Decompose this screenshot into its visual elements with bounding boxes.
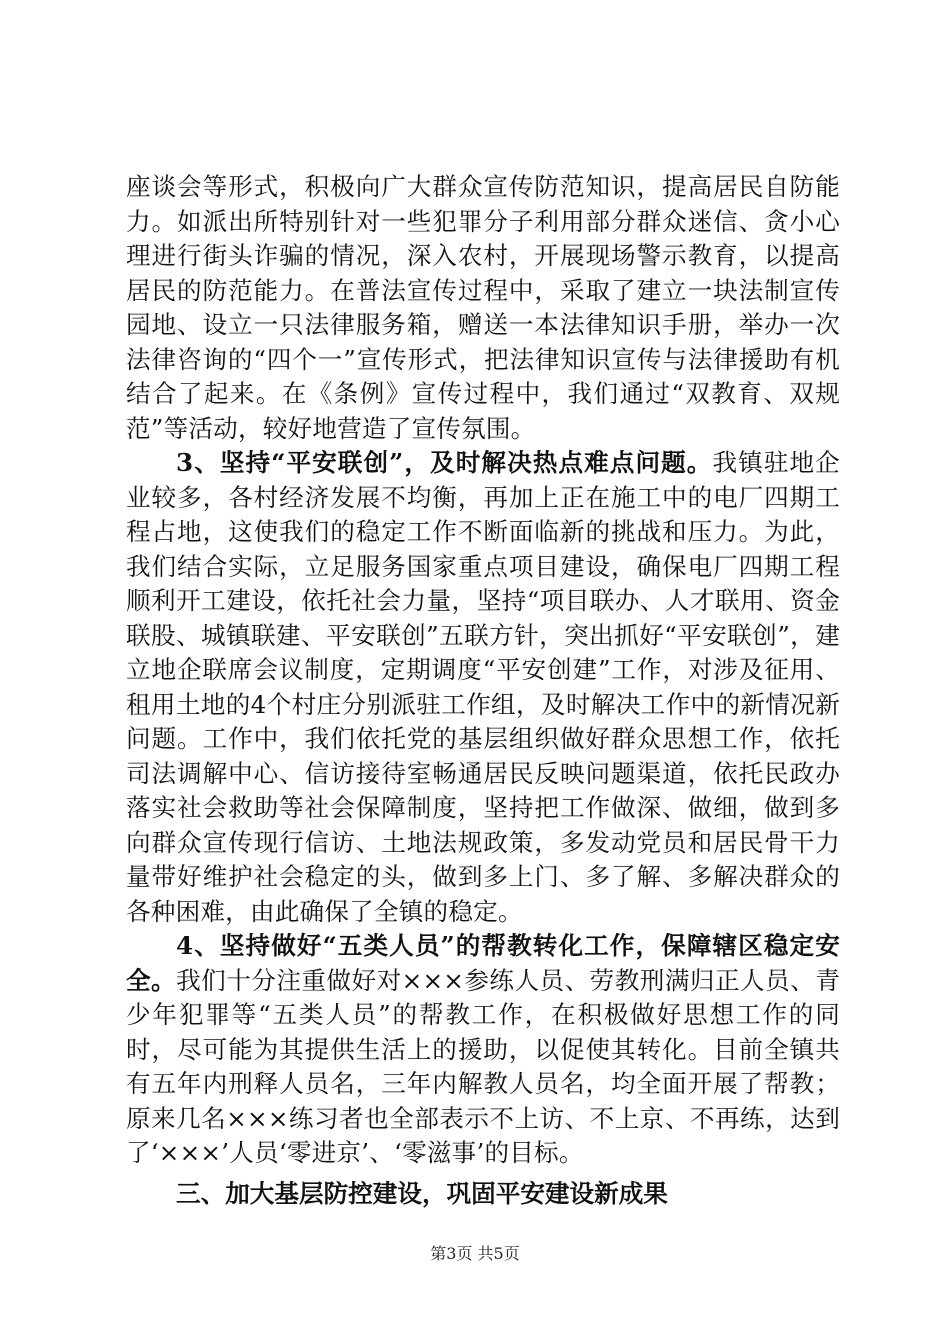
paragraph-text: 我们十分注重做好对×××参练人员、劳教刑满归正人员、青少年犯罪等“五类人员”的帮教工作，在积极做好思想工作的同时，尽可能为其提供生活上的援助，以促使其转化。目前全镇共有五年内刑释人员名，三年内解教人员名，均全面开展了帮教；原来几名×××练习者也全部表示不上访、不上京、不再练，达到了‘×××’人员‘零进京’、‘零滋事’的目标。 bbox=[126, 965, 840, 1167]
section-heading: 三、加大基层防控建设，巩固平安建设新成果 bbox=[176, 1178, 668, 1208]
paragraph-text: 我镇驻地企业较多，各村经济发展不均衡，再加上正在施工中的电厂四期工程占地，这使我们的稳定工作不断面临新的挑战和压力。为此，我们结合实际，立足服务国家重点项目建设，确保电厂四期工程顺利开工建设，依托社会力量，坚持“项目联办、人才联用、资金联股、城镇联建、平安联创”五联方针，突出抓好“平安联创”，建立地企联席会议制度，定期调度“平安创建”工作，对涉及征用、租用土地的4个村庄分别派驻工作组，及时解决工作中的新情况新问题。工作中，我们依托党的基层组织做好群众思想工作，依托司法调解中心、信访接待室畅通居民反映问题渠道，依托民政办落实社会救助等社会保障制度，坚持把工作做深、做细，做到多向群众宣传现行信访、土地法规政策，多发动党员和居民骨干力量带好维护社会稳定的头，做到多上门、多了解、多解决群众的各种困难，由此确保了全镇的稳定。 bbox=[126, 448, 840, 926]
page-number-label: 第3页 共5页 bbox=[430, 1244, 520, 1263]
document-body bbox=[126, 170, 840, 1211]
paragraph-item-4 bbox=[126, 929, 840, 1171]
paragraph-item-3 bbox=[126, 446, 840, 929]
paragraph-text: 座谈会等形式，积极向广大群众宣传防范知识，提高居民自防能力。如派出所特别针对一些犯罪分子利用部分群众迷信、贪小心理进行街头诈骗的情况，深入农村，开展现场警示教育，以提高居民的防范能力。在普法宣传过程中，采取了建立一块法制宣传园地、设立一只法律服务箱，赠送一本法律知识手册，举办一次法律咨询的“四个一”宣传形式，把法律知识宣传与法律援助有机结合了起来。在《条例》宣传过程中，我们通过“双教育、双规范”等活动，较好地营造了宣传氛围。 bbox=[126, 172, 840, 443]
paragraph-continuation bbox=[126, 170, 840, 446]
paragraph-lead-sentence: 4、坚持做好“五类人员”的帮教转化工作，保障辖区稳定安全。 bbox=[126, 931, 840, 995]
page-footer bbox=[0, 1244, 950, 1264]
paragraph-lead-sentence: 3、坚持“平安联创”，及时解决热点难点问题。 bbox=[176, 448, 713, 477]
